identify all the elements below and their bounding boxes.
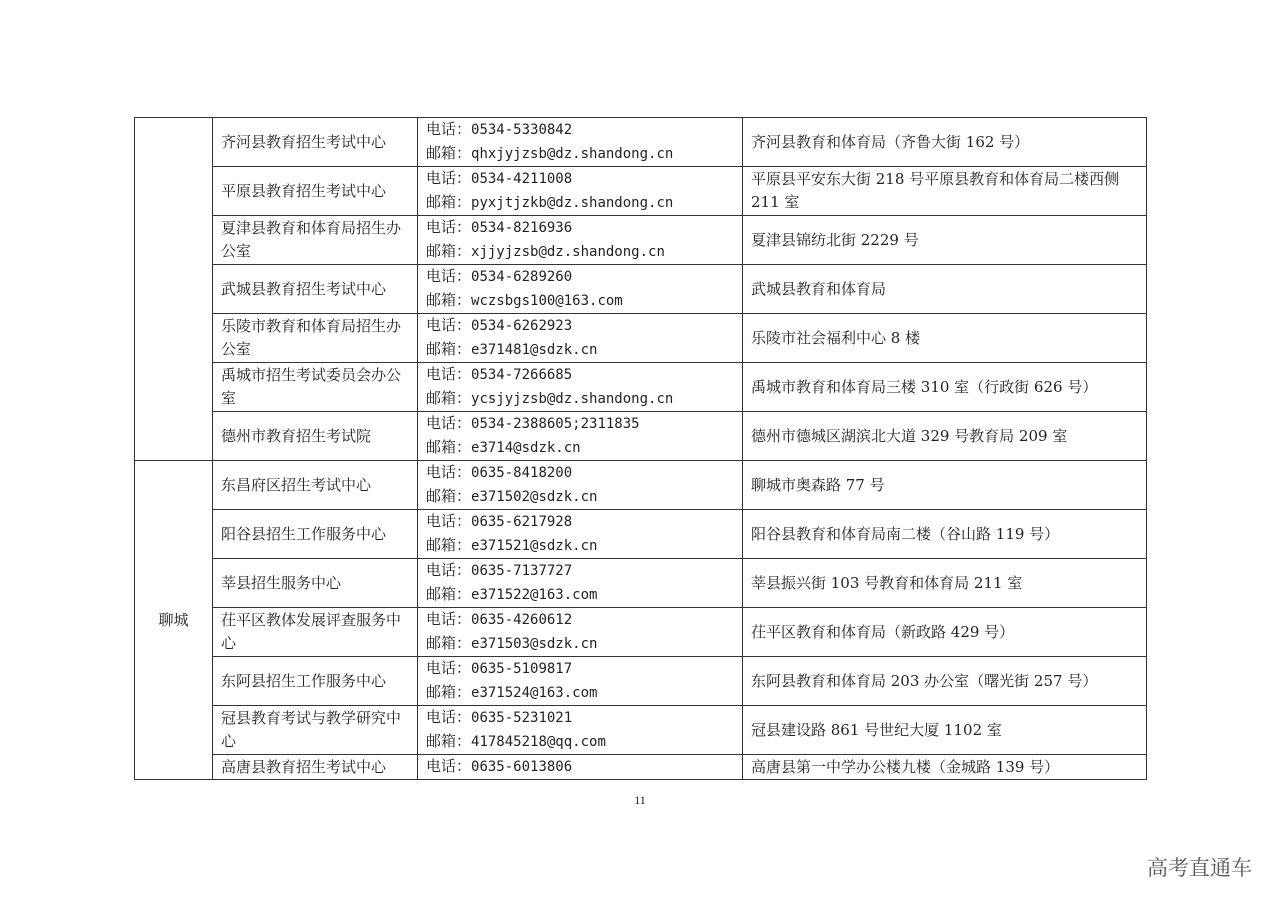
email-label: 邮箱： (426, 340, 472, 358)
phone-value: 0635-6217928 (471, 514, 573, 530)
email-label: 邮箱： (426, 438, 472, 456)
phone-value: 0635-7137727 (471, 563, 573, 579)
phone-label: 电话： (426, 463, 472, 481)
email-line (426, 387, 734, 411)
email-value: e371481@sdzk.cn (471, 342, 598, 358)
phone-label: 电话： (426, 561, 472, 579)
email-label: 邮箱： (426, 389, 472, 407)
email-value: ycsjyjzsb@dz.shandong.cn (471, 391, 674, 407)
email-line (426, 436, 734, 460)
contact-cell (418, 118, 743, 167)
email-line (426, 681, 734, 705)
email-line (426, 534, 734, 558)
org-name-cell: 莘县招生服务中心 (213, 559, 418, 608)
email-line (426, 142, 734, 166)
email-value: e371522@163.com (471, 587, 598, 603)
phone-value: 0534-2388605;2311835 (471, 416, 640, 432)
email-value: e371521@sdzk.cn (471, 538, 598, 554)
org-name-cell: 乐陵市教育和体育局招生办公室 (213, 314, 418, 363)
address-cell: 德州市德城区湖滨北大道 329 号教育局 209 室 (743, 412, 1147, 461)
email-value: 417845218@qq.com (471, 734, 606, 750)
address-cell: 聊城市奥森路 77 号 (743, 461, 1147, 510)
contact-table (134, 117, 1147, 780)
email-line (426, 632, 734, 656)
email-line (426, 191, 734, 215)
org-name-cell: 高唐县教育招生考试中心 (213, 755, 418, 780)
table-row (135, 314, 1147, 363)
table-row (135, 412, 1147, 461)
org-name-cell: 平原县教育招生考试中心 (213, 167, 418, 216)
email-value: xjjyjzsb@dz.shandong.cn (471, 244, 665, 260)
email-line (426, 240, 734, 264)
contact-cell (418, 608, 743, 657)
email-value: e371502@sdzk.cn (471, 489, 598, 505)
contact-cell (418, 363, 743, 412)
phone-label: 电话： (426, 610, 472, 628)
phone-value: 0534-6262923 (471, 318, 573, 334)
email-label: 邮箱： (426, 634, 472, 652)
phone-label: 电话： (426, 316, 472, 334)
table-row (135, 363, 1147, 412)
table-row (135, 118, 1147, 167)
email-label: 邮箱： (426, 193, 472, 211)
email-line (426, 338, 734, 362)
phone-label: 电话： (426, 659, 472, 677)
table-row (135, 657, 1147, 706)
phone-line (426, 510, 734, 534)
phone-value: 0534-6289260 (471, 269, 573, 285)
table-row (135, 608, 1147, 657)
address-cell: 东阿县教育和体育局 203 办公室（曙光街 257 号） (743, 657, 1147, 706)
phone-label: 电话： (426, 218, 472, 236)
address-cell: 冠县建设路 861 号世纪大厦 1102 室 (743, 706, 1147, 755)
email-label: 邮箱： (426, 242, 472, 260)
phone-line (426, 461, 734, 485)
email-value: qhxjyjzsb@dz.shandong.cn (471, 146, 674, 162)
table-row (135, 461, 1147, 510)
table-row (135, 706, 1147, 755)
phone-line (426, 314, 734, 338)
contact-cell (418, 461, 743, 510)
address-cell: 齐河县教育和体育局（齐鲁大街 162 号） (743, 118, 1147, 167)
email-value: e371524@163.com (471, 685, 598, 701)
phone-line (426, 118, 734, 142)
table-row (135, 755, 1147, 780)
contact-cell (418, 706, 743, 755)
phone-line (426, 412, 734, 436)
address-cell: 夏津县锦纺北街 2229 号 (743, 216, 1147, 265)
phone-value: 0534-7266685 (471, 367, 573, 383)
phone-label: 电话： (426, 512, 472, 530)
org-name-cell: 茌平区教体发展评查服务中心 (213, 608, 418, 657)
org-name-cell: 夏津县教育和体育局招生办公室 (213, 216, 418, 265)
table-row (135, 167, 1147, 216)
phone-value: 0635-5231021 (471, 710, 573, 726)
contact-cell (418, 755, 743, 780)
phone-value: 0635-4260612 (471, 612, 573, 628)
phone-line (426, 265, 734, 289)
phone-value: 0534-4211008 (471, 171, 573, 187)
phone-line (426, 167, 734, 191)
address-cell: 禹城市教育和体育局三楼 310 室（行政街 626 号） (743, 363, 1147, 412)
address-cell: 武城县教育和体育局 (743, 265, 1147, 314)
email-label: 邮箱： (426, 536, 472, 554)
city-cell-dezhou (135, 118, 213, 461)
org-name-cell: 禹城市招生考试委员会办公室 (213, 363, 418, 412)
address-cell: 高唐县第一中学办公楼九楼（金城路 139 号） (743, 755, 1147, 780)
phone-label: 电话： (426, 120, 472, 138)
contact-cell (418, 265, 743, 314)
phone-label: 电话： (426, 414, 472, 432)
address-cell: 平原县平安东大街 218 号平原县教育和体育局二楼西侧 211 室 (743, 167, 1147, 216)
contact-cell (418, 216, 743, 265)
org-name-cell: 东昌府区招生考试中心 (213, 461, 418, 510)
email-label: 邮箱： (426, 144, 472, 162)
org-name-cell: 齐河县教育招生考试中心 (213, 118, 418, 167)
page-number: 11 (634, 793, 646, 807)
email-value: e371503@sdzk.cn (471, 636, 598, 652)
email-line (426, 485, 734, 509)
phone-line (426, 657, 734, 681)
phone-value: 0534-5330842 (471, 122, 573, 138)
contact-cell (418, 314, 743, 363)
contact-cell (418, 510, 743, 559)
table-row (135, 265, 1147, 314)
table-body (135, 118, 1147, 780)
email-value: wczsbgs100@163.com (471, 293, 623, 309)
email-value: e3714@sdzk.cn (471, 440, 581, 456)
org-name-cell: 冠县教育考试与教学研究中心 (213, 706, 418, 755)
phone-line (426, 755, 734, 779)
contact-cell (418, 657, 743, 706)
email-line (426, 583, 734, 607)
email-label: 邮箱： (426, 683, 472, 701)
watermark: 高考直通车 (1147, 856, 1252, 880)
phone-line (426, 216, 734, 240)
email-line (426, 730, 734, 754)
city-cell-liaocheng: 聊城 (135, 461, 213, 780)
phone-label: 电话： (426, 757, 472, 775)
email-value: pyxjtjzkb@dz.shandong.cn (471, 195, 674, 211)
address-cell: 莘县振兴街 103 号教育和体育局 211 室 (743, 559, 1147, 608)
phone-line (426, 706, 734, 730)
phone-line (426, 608, 734, 632)
phone-label: 电话： (426, 169, 472, 187)
phone-value: 0635-5109817 (471, 661, 573, 677)
email-label: 邮箱： (426, 585, 472, 603)
contact-cell (418, 412, 743, 461)
org-name-cell: 德州市教育招生考试院 (213, 412, 418, 461)
org-name-cell: 东阿县招生工作服务中心 (213, 657, 418, 706)
contact-cell (418, 167, 743, 216)
address-cell: 乐陵市社会福利中心 8 楼 (743, 314, 1147, 363)
email-label: 邮箱： (426, 487, 472, 505)
phone-line (426, 559, 734, 583)
table-row (135, 559, 1147, 608)
phone-value: 0635-6013806 (471, 759, 573, 775)
phone-label: 电话： (426, 267, 472, 285)
email-line (426, 289, 734, 313)
phone-line (426, 363, 734, 387)
table-row (135, 510, 1147, 559)
phone-label: 电话： (426, 365, 472, 383)
org-name-cell: 阳谷县招生工作服务中心 (213, 510, 418, 559)
address-cell: 茌平区教育和体育局（新政路 429 号） (743, 608, 1147, 657)
table-row (135, 216, 1147, 265)
email-label: 邮箱： (426, 732, 472, 750)
address-cell: 阳谷县教育和体育局南二楼（谷山路 119 号） (743, 510, 1147, 559)
phone-value: 0635-8418200 (471, 465, 573, 481)
phone-label: 电话： (426, 708, 472, 726)
email-label: 邮箱： (426, 291, 472, 309)
org-name-cell: 武城县教育招生考试中心 (213, 265, 418, 314)
contact-cell (418, 559, 743, 608)
phone-value: 0534-8216936 (471, 220, 573, 236)
